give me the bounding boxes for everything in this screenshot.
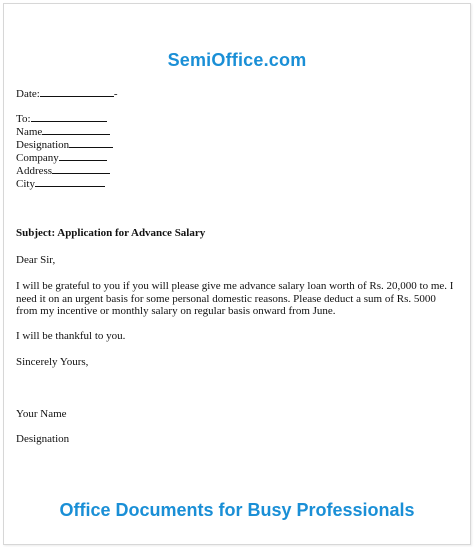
company-blank bbox=[59, 150, 107, 161]
date-label: Date: bbox=[16, 88, 40, 100]
thanks-line: I will be thankful to you. bbox=[16, 330, 126, 342]
date-suffix: - bbox=[113, 88, 118, 100]
city-line bbox=[16, 176, 105, 191]
company-label: Company bbox=[16, 152, 59, 164]
to-blank bbox=[31, 111, 107, 122]
name-label: Name bbox=[16, 126, 43, 138]
document-page bbox=[3, 3, 471, 545]
salutation: Dear Sir, bbox=[16, 254, 56, 266]
designation-label: Designation bbox=[16, 139, 70, 151]
closing-line: Sincerely Yours, bbox=[16, 356, 89, 368]
brand-title: SemiOffice.com bbox=[167, 50, 307, 70]
date-blank bbox=[40, 86, 114, 97]
to-label: To: bbox=[16, 113, 31, 125]
address-blank bbox=[52, 163, 110, 174]
city-label: City bbox=[16, 178, 35, 190]
letter-body: I will be grateful to you if you will please give me advance salary loan worth of Rs. 20,000 to me. I need it on an urgent basis for some personal domestic reasons. Please deduct a sum of Rs. 5000 from my incentive or monthly salary on regular basis onward from June. bbox=[16, 280, 454, 317]
city-blank bbox=[35, 176, 105, 187]
signoff-name: Your Name bbox=[16, 408, 67, 420]
date-line bbox=[16, 86, 118, 101]
address-label: Address bbox=[16, 165, 53, 177]
signoff-designation: Designation bbox=[16, 433, 70, 445]
name-blank bbox=[42, 124, 110, 135]
subject-line: Subject: Application for Advance Salary bbox=[16, 227, 206, 239]
footer-tagline: Office Documents for Busy Professionals bbox=[59, 500, 415, 520]
designation-blank bbox=[69, 137, 113, 148]
